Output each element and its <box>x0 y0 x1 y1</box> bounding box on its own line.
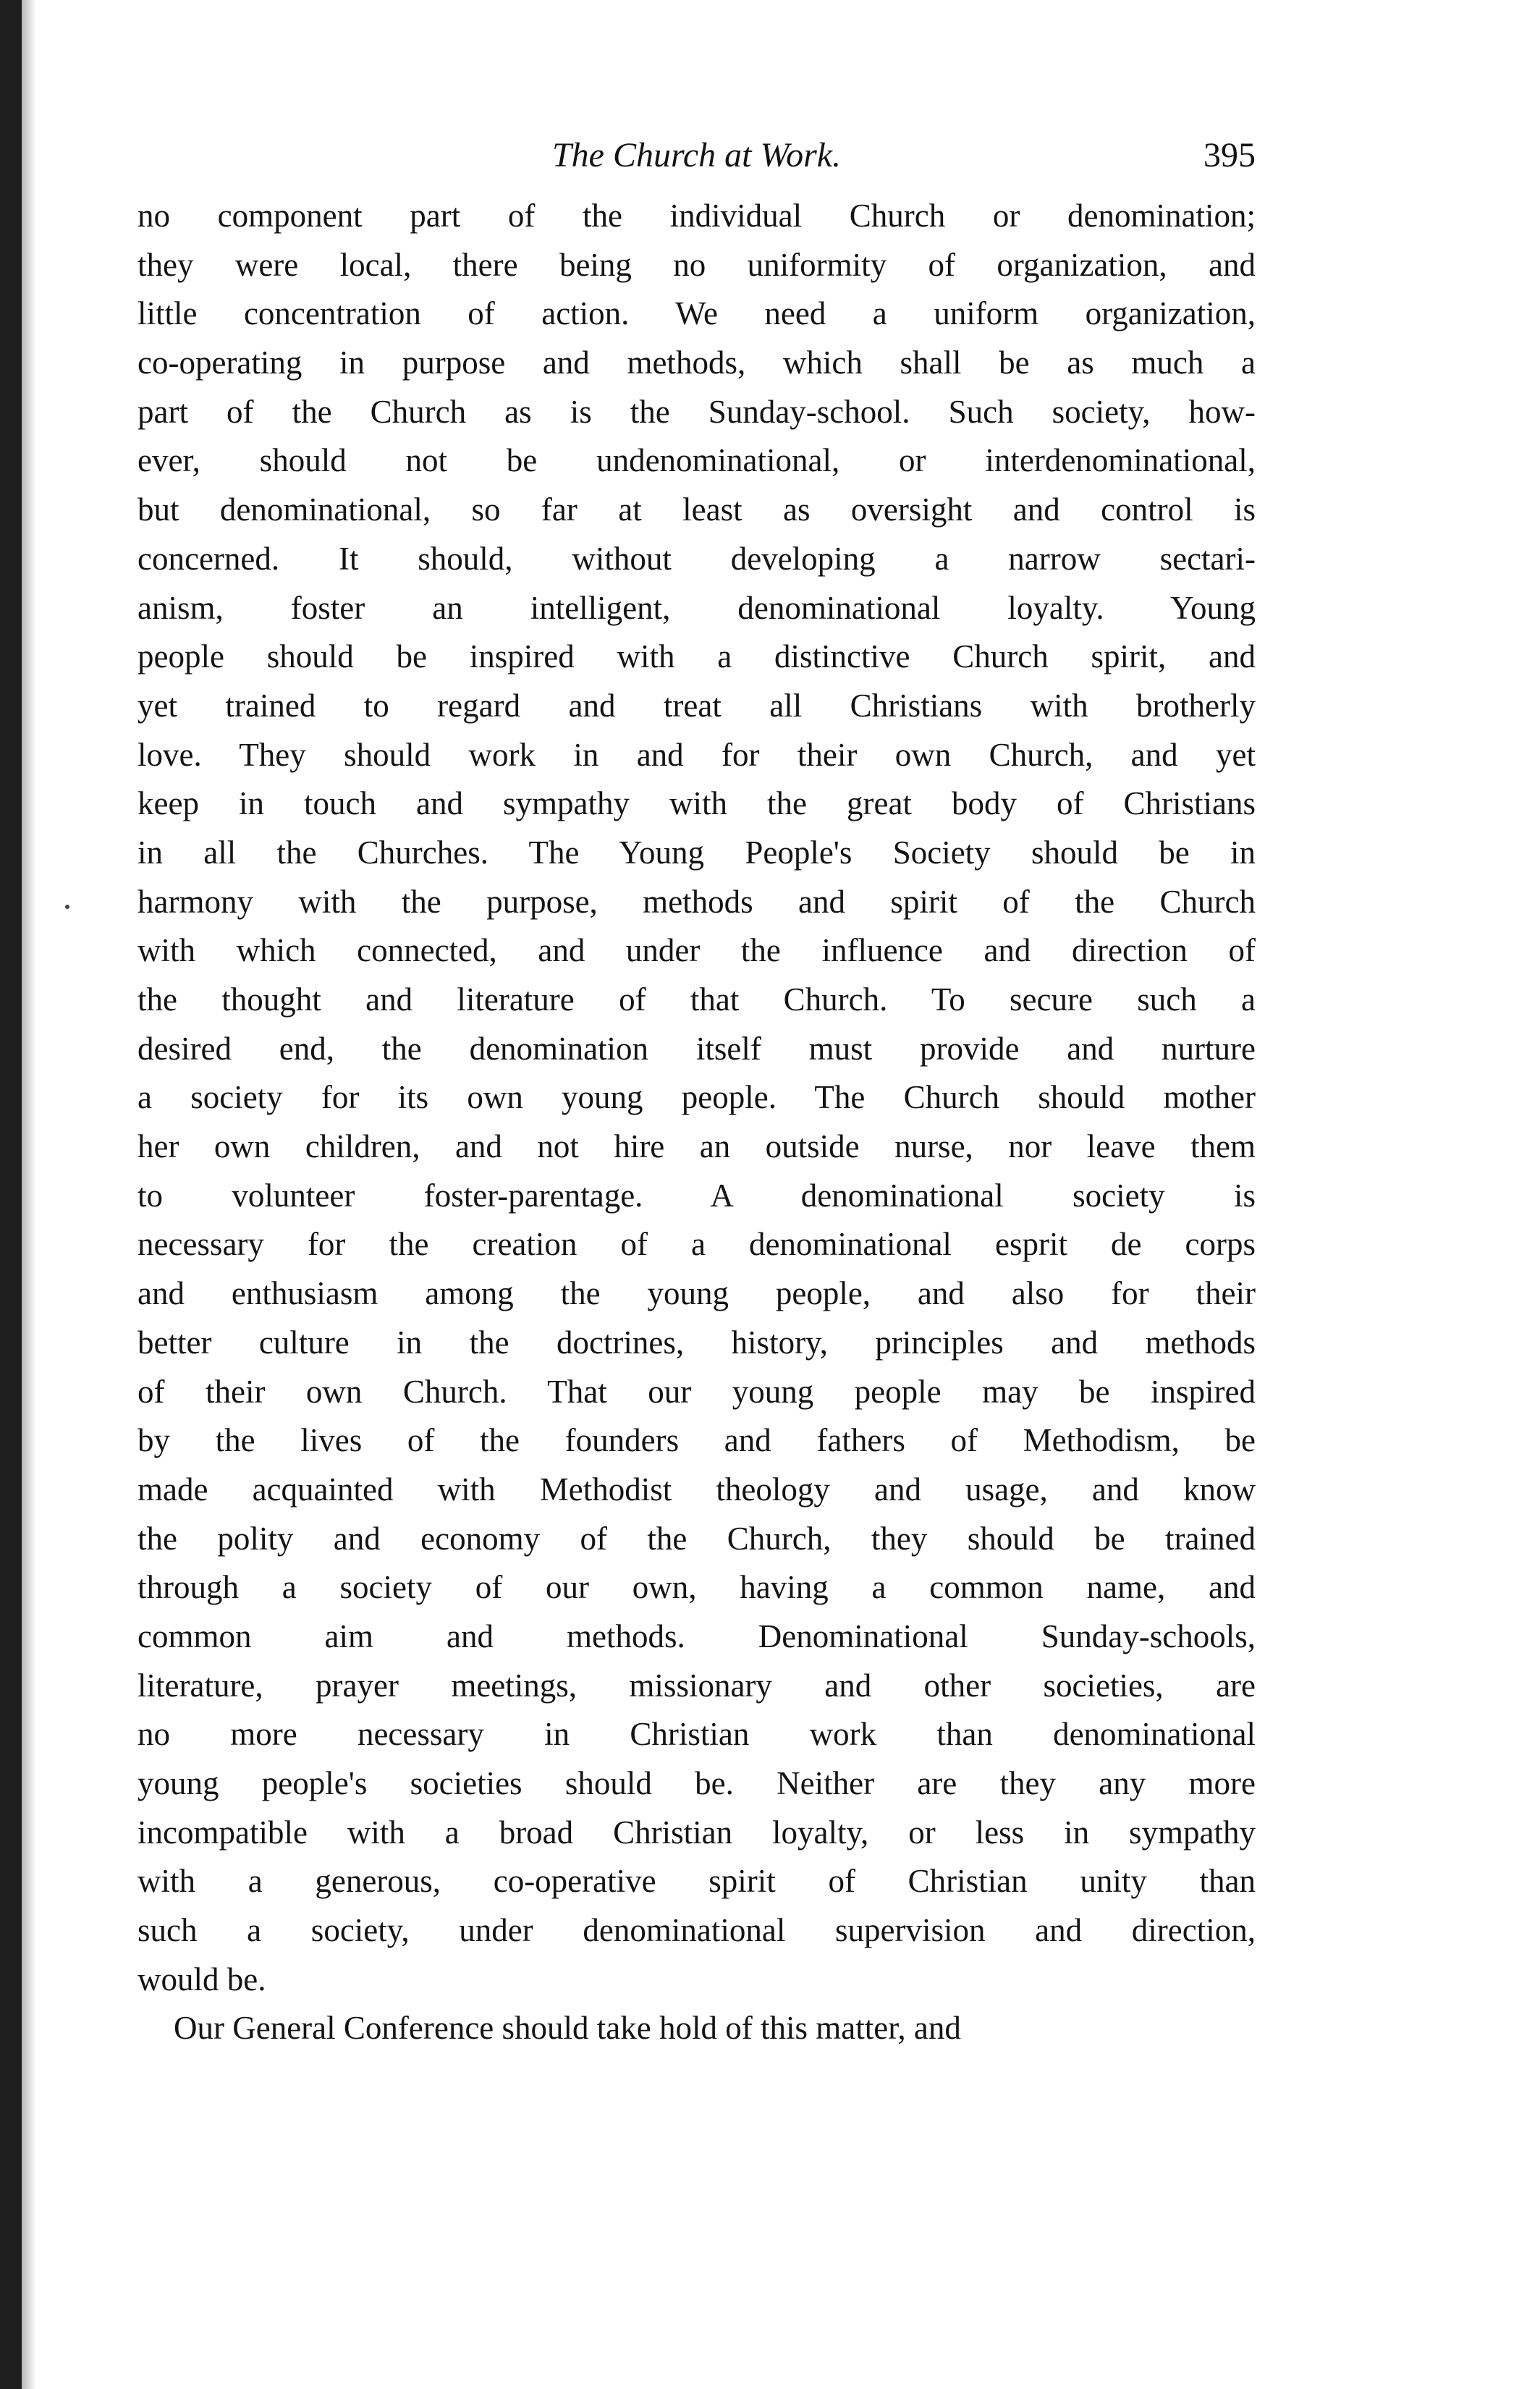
text-line: co-operating in purpose and methods, which shall be as much a <box>138 344 1256 381</box>
text-line: in all the Churches. The Young People's Society should be in <box>138 834 1256 871</box>
text-line: with which connected, and under the influence and direction of <box>138 932 1256 969</box>
text-line: and enthusiasm among the young people, and also for their <box>138 1275 1256 1312</box>
binding-shadow <box>22 0 36 2389</box>
text-line: such a society, under denominational supervision and direction, <box>138 1912 1256 1949</box>
text-line: made acquainted with Methodist theology and usage, and know <box>138 1471 1256 1508</box>
text-line: by the lives of the founders and fathers of Methodism, be <box>138 1422 1256 1459</box>
text-line: necessary for the creation of a denominational esprit de corps <box>138 1226 1256 1263</box>
text-line: no more necessary in Christian work than denominational <box>138 1716 1256 1753</box>
text-line: common aim and methods. Denominational Sunday-schools, <box>138 1618 1256 1654</box>
text-line: harmony with the purpose, methods and spirit of the Church <box>138 883 1256 920</box>
text-line: people should be inspired with a distinctive Church spirit, and <box>138 638 1256 675</box>
text-line: would be. <box>138 1961 266 1997</box>
text-line: keep in touch and sympathy with the great body of Christians <box>138 785 1256 822</box>
text-line: no component part of the individual Church or denomination; <box>138 198 1256 234</box>
text-line: anism, foster an intelligent, denominational loyalty. Young <box>138 589 1256 626</box>
text-line: yet trained to regard and treat all Christians with brotherly <box>138 687 1256 724</box>
text-line: little concentration of action. We need a uniform organization, <box>138 295 1256 332</box>
text-line: ever, should not be undenominational, or interdenominational, <box>138 442 1256 479</box>
running-title: The Church at Work. <box>551 136 842 174</box>
text-line: love. They should work in and for their own Church, and yet <box>138 736 1256 773</box>
text-line: but denominational, so far at least as oversight and control is <box>138 491 1256 528</box>
page-header <box>138 134 1256 192</box>
text-line: literature, prayer meetings, missionary and other societies, are <box>138 1667 1256 1704</box>
text-line: they were local, there being no uniformity of organization, and <box>138 246 1256 283</box>
text-line: through a society of our own, having a common name, and <box>138 1569 1256 1606</box>
body-text <box>138 192 1256 2053</box>
text-line: the polity and economy of the Church, they should be trained <box>138 1520 1256 1557</box>
text-line: part of the Church as is the Sunday-school. Such society, how- <box>138 393 1256 430</box>
text-line: Our General Conference should take hold of this matter, and <box>174 2010 961 2047</box>
text-line: with a generous, co-operative spirit of Christian unity than <box>138 1863 1256 1900</box>
text-line: young people's societies should be. Neither are they any more <box>138 1765 1256 1801</box>
text-line: her own children, and not hire an outside nurse, nor leave them <box>138 1128 1256 1165</box>
text-line: the thought and literature of that Church. To secure such a <box>138 981 1256 1018</box>
text-line: to volunteer foster-parentage. A denominational society is <box>138 1177 1256 1214</box>
text-line: a society for its own young people. The Church should mother <box>138 1079 1256 1116</box>
book-page <box>138 134 1256 2053</box>
book-binding-edge <box>0 0 22 2389</box>
text-line: concerned. It should, without developing a narrow sectari- <box>138 540 1256 577</box>
text-line: better culture in the doctrines, history, principles and methods <box>138 1324 1256 1361</box>
page-number: 395 <box>1203 136 1256 174</box>
margin-mark <box>65 905 69 909</box>
text-line: incompatible with a broad Christian loyalty, or less in sympathy <box>138 1814 1256 1851</box>
text-line: desired end, the denomination itself must provide and nurture <box>138 1030 1256 1067</box>
text-line: of their own Church. That our young people may be inspired <box>138 1373 1256 1410</box>
